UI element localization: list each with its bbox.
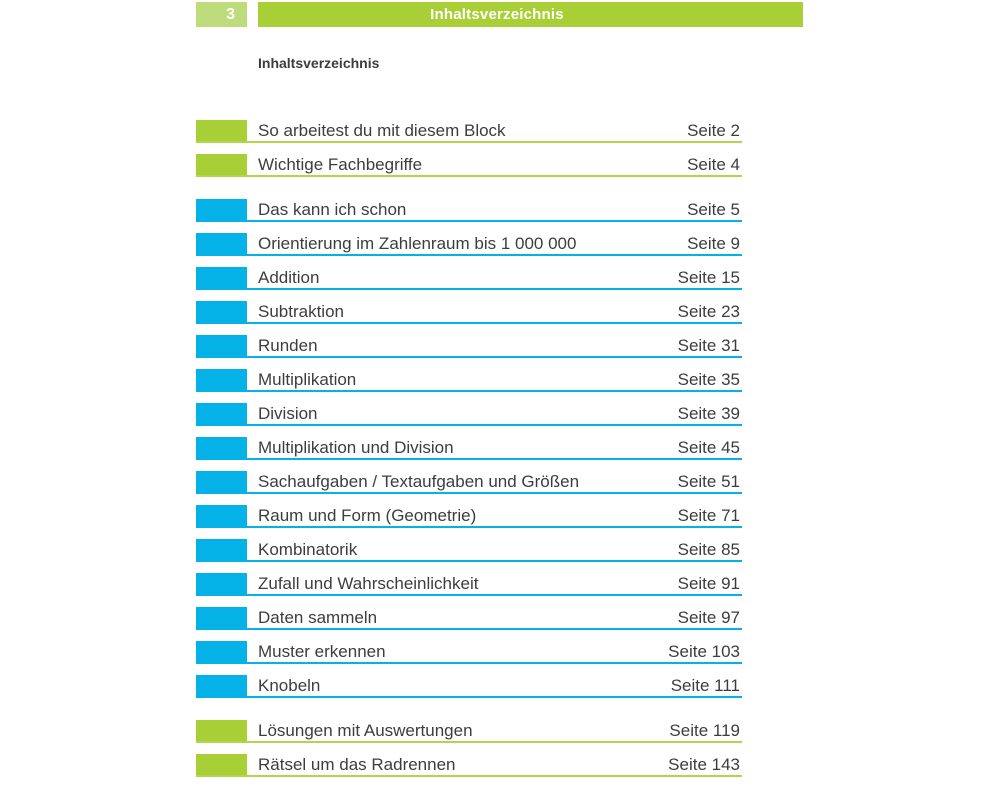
chapter-page: Seite 35 [677, 370, 740, 389]
chapter-title: Das kann ich schon [258, 200, 407, 219]
row-underline [196, 458, 742, 460]
chapter-title: Multiplikation [258, 370, 357, 389]
row-underline [196, 220, 742, 222]
page-number: 3 [226, 5, 235, 23]
chapter-title: Division [258, 404, 318, 423]
chapter-title: Wichtige Fachbegriffe [258, 155, 423, 174]
chapter-title: Knobeln [258, 676, 321, 695]
header-bar [258, 2, 803, 27]
toc-row [196, 539, 742, 562]
chapter-color-chip [196, 471, 247, 494]
row-underline [196, 560, 742, 562]
toc-row [196, 199, 742, 222]
chapter-page: Seite 15 [677, 268, 740, 287]
chapter-color-chip [196, 539, 247, 562]
row-underline [196, 492, 742, 494]
chapter-color-chip [196, 607, 247, 630]
chapter-color-chip [196, 369, 247, 392]
chapter-page: Seite 103 [668, 642, 740, 661]
chapter-title: Daten sammeln [258, 608, 378, 627]
toc-row [196, 720, 742, 743]
row-underline [196, 696, 742, 698]
toc-row [196, 267, 742, 290]
chapter-title: Multiplikation und Division [258, 438, 454, 457]
row-underline [196, 254, 742, 256]
chapter-title: Subtraktion [258, 302, 344, 321]
chapter-color-chip [196, 720, 247, 743]
toc-row [196, 641, 742, 664]
chapter-color-chip [196, 335, 247, 358]
chapter-color-chip [196, 233, 247, 256]
chapter-color-chip [196, 154, 247, 177]
toc-row [196, 301, 742, 324]
chapter-page: Seite 45 [677, 438, 740, 457]
chapter-page: Seite 4 [687, 155, 740, 174]
chapter-title: Runden [258, 336, 318, 355]
chapter-title: Lösungen mit Auswertungen [258, 721, 473, 740]
chapter-page: Seite 91 [677, 574, 740, 593]
chapter-title: Raum und Form (Geometrie) [258, 506, 477, 525]
chapter-title: Muster erkennen [258, 642, 386, 661]
chapter-page: Seite 85 [677, 540, 740, 559]
toc-row [196, 675, 742, 698]
chapter-color-chip [196, 675, 247, 698]
chapter-page: Seite 39 [677, 404, 740, 423]
chapter-title: Rätsel um das Radrennen [258, 755, 456, 774]
toc-row [196, 233, 742, 256]
row-underline [196, 322, 742, 324]
toc-row [196, 505, 742, 528]
chapter-page: Seite 119 [669, 721, 740, 740]
chapter-page: Seite 143 [668, 755, 740, 774]
row-underline [196, 175, 742, 177]
chapter-title: Zufall und Wahrscheinlichkeit [258, 574, 479, 593]
toc-subtitle: Inhaltsverzeichnis [258, 55, 380, 71]
chapter-color-chip [196, 573, 247, 596]
toc-row [196, 154, 742, 177]
toc-row [196, 335, 742, 358]
chapter-title: Kombinatorik [258, 540, 358, 559]
row-underline [196, 424, 742, 426]
row-underline [196, 594, 742, 596]
chapter-color-chip [196, 199, 247, 222]
chapter-color-chip [196, 641, 247, 664]
chapter-page: Seite 31 [677, 336, 740, 355]
row-underline [196, 356, 742, 358]
chapter-title: Orientierung im Zahlenraum bis 1 000 000 [258, 234, 577, 253]
toc-row [196, 403, 742, 426]
toc-row [196, 120, 742, 143]
toc-list [196, 120, 742, 788]
row-underline [196, 628, 742, 630]
row-underline [196, 526, 742, 528]
toc-row [196, 369, 742, 392]
row-underline [196, 288, 742, 290]
chapter-page: Seite 23 [677, 302, 740, 321]
chapter-color-chip [196, 301, 247, 324]
row-underline [196, 390, 742, 392]
toc-row [196, 607, 742, 630]
chapter-title: So arbeitest du mit diesem Block [258, 121, 506, 140]
toc-row [196, 437, 742, 460]
chapter-title: Sachaufgaben / Textaufgaben und Größen [258, 472, 580, 491]
row-underline [196, 141, 742, 143]
chapter-color-chip [196, 403, 247, 426]
header-title: Inhaltsverzeichnis [430, 6, 564, 23]
chapter-page: Seite 5 [687, 200, 740, 219]
chapter-title: Addition [258, 268, 320, 287]
chapter-page: Seite 111 [670, 676, 740, 695]
chapter-page: Seite 71 [677, 506, 740, 525]
chapter-color-chip [196, 267, 247, 290]
chapter-page: Seite 97 [677, 608, 740, 627]
row-underline [196, 775, 742, 777]
chapter-color-chip [196, 437, 247, 460]
toc-row [196, 471, 742, 494]
toc-row [196, 573, 742, 596]
page-number-badge [196, 2, 247, 27]
row-underline [196, 662, 742, 664]
chapter-color-chip [196, 754, 247, 777]
chapter-page: Seite 51 [677, 472, 740, 491]
chapter-page: Seite 2 [687, 121, 740, 140]
chapter-color-chip [196, 505, 247, 528]
chapter-page: Seite 9 [687, 234, 740, 253]
toc-row [196, 754, 742, 777]
chapter-color-chip [196, 120, 247, 143]
row-underline [196, 741, 742, 743]
